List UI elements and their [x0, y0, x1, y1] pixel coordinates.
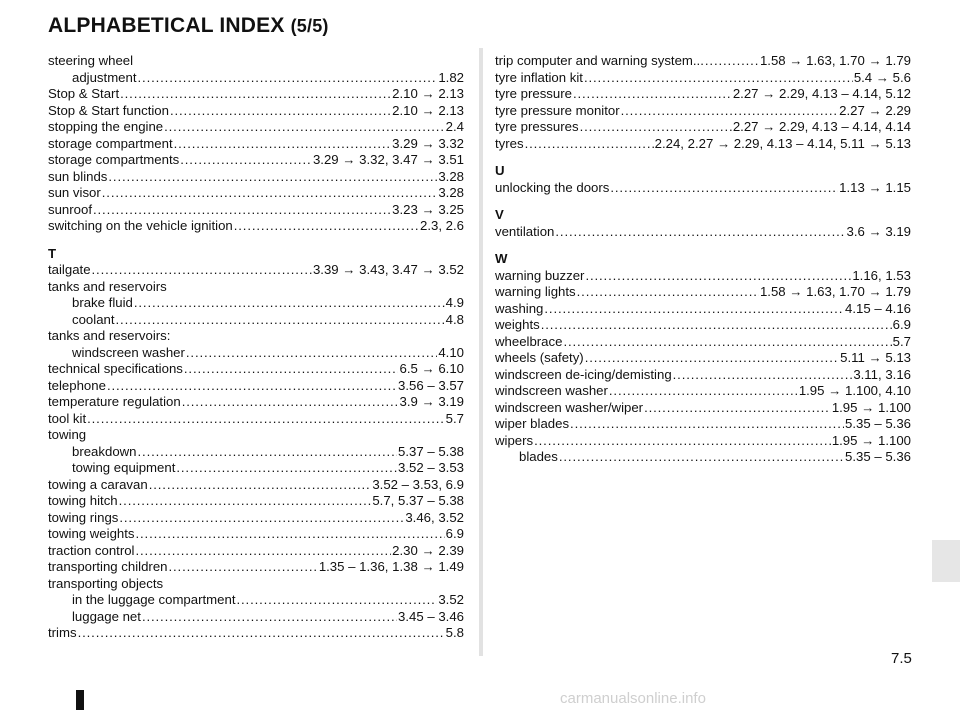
leader-dots — [136, 526, 445, 543]
index-entry — [48, 169, 464, 186]
leader-dots — [580, 119, 732, 136]
leader-dots — [136, 543, 392, 560]
entry-pages: 3.52 — [438, 592, 464, 607]
index-entry — [48, 493, 464, 510]
index-entry — [48, 136, 464, 153]
index-entry — [48, 262, 464, 279]
index-entry — [48, 202, 464, 219]
leader-dots — [644, 400, 831, 417]
entry-pages: 1.16, 1.53 — [852, 267, 911, 283]
entry-pages: 3.11, 3.16 — [853, 366, 911, 382]
entry-label: towing rings — [48, 509, 119, 525]
entry-pages: 2.4 — [445, 119, 464, 134]
entry-pages: 5.35 – 5.36 — [845, 449, 911, 464]
index-entry — [48, 609, 464, 626]
entry-pages: 5.8 — [445, 625, 464, 640]
index-entry — [495, 449, 911, 466]
leader-dots — [180, 152, 312, 169]
entry-label: coolant — [72, 311, 115, 327]
entry-pages: 5.7, 5.37 – 5.38 — [372, 493, 464, 508]
leader-dots — [525, 136, 654, 153]
index-heading: towing — [48, 427, 87, 442]
leader-dots — [169, 559, 318, 576]
crop-mark — [76, 690, 84, 710]
index-entry — [48, 444, 464, 461]
column-divider — [479, 48, 483, 656]
entry-label: towing equipment — [72, 460, 176, 475]
entry-label: wipers — [495, 432, 534, 448]
index-entry — [495, 53, 911, 70]
index-entry — [48, 185, 464, 202]
entry-label: stopping the engine — [48, 119, 164, 134]
index-entry — [495, 180, 911, 197]
leader-dots — [534, 433, 831, 450]
entry-label: sunroof — [48, 201, 92, 217]
index-entry — [495, 119, 911, 136]
entry-pages: 3.52 – 3.53 — [398, 460, 464, 475]
leader-dots — [563, 334, 891, 351]
entry-pages: 3.46, 3.52 — [405, 509, 464, 525]
entry-pages: 5.35 – 5.36 — [845, 416, 911, 431]
index-entry — [48, 559, 464, 576]
entry-label: telephone — [48, 377, 106, 393]
leader-dots — [559, 449, 844, 466]
index-entry — [48, 477, 464, 494]
index-entry — [48, 625, 464, 642]
entry-pages: 5.7 — [892, 333, 911, 349]
page-number: 7.5 — [891, 650, 912, 667]
entry-pages: 3.28 — [438, 168, 464, 184]
entry-label: switching on the vehicle ignition — [48, 218, 233, 233]
entry-pages: 1.95 → 1.100 — [831, 399, 911, 415]
entry-label: unlocking the doors — [495, 179, 610, 195]
entry-pages: 4.10 — [438, 344, 464, 360]
entry-label: storage compartment — [48, 135, 173, 151]
index-entry — [495, 284, 911, 301]
entry-pages: 4.15 – 4.16 — [845, 300, 911, 316]
index-entry — [495, 70, 911, 87]
index-entry — [48, 361, 464, 378]
leader-dots — [107, 378, 397, 395]
leader-dots — [116, 312, 445, 329]
entry-label: windscreen washer — [72, 344, 185, 360]
entry-label: trims — [48, 625, 77, 640]
entry-pages: 4.9 — [445, 295, 464, 310]
entry-label: tyre inflation kit — [495, 69, 583, 85]
index-entry — [48, 543, 464, 560]
index-entry — [495, 383, 911, 400]
leader-dots — [119, 493, 372, 510]
leader-dots — [577, 284, 759, 301]
index-entry — [48, 592, 464, 609]
entry-label: sun visor — [48, 185, 101, 200]
index-entry — [495, 367, 911, 384]
entry-label: in the luggage compartment — [72, 592, 236, 607]
leader-dots — [176, 460, 397, 477]
entry-pages: 5.7 — [445, 410, 464, 426]
entry-label: temperature regulation — [48, 394, 181, 409]
entry-pages: 5.4 → 5.6 — [853, 69, 911, 85]
index-entry — [495, 301, 911, 318]
index-part: (5/5) — [290, 16, 329, 36]
index-entry — [48, 411, 464, 428]
entry-label: transporting children — [48, 559, 168, 574]
entry-label: tyre pressures — [495, 119, 579, 134]
entry-pages: 5.11 → 5.13 — [840, 350, 911, 365]
entry-label: warning lights — [495, 284, 576, 299]
section-letter: T — [48, 245, 57, 261]
entry-pages: 3.28 — [438, 185, 464, 200]
leader-dots — [621, 103, 839, 120]
entry-label: sun blinds — [48, 168, 108, 184]
entry-label: tyre pressure — [495, 86, 572, 101]
entry-pages: 1.58 → 1.63, 1.70 → 1.79 — [759, 53, 911, 68]
leader-dots — [544, 301, 844, 318]
index-entry — [495, 433, 911, 450]
entry-pages: 1.35 – 1.36, 1.38 → 1.49 — [318, 559, 464, 574]
index-entry — [495, 416, 911, 433]
section-letter: W — [495, 251, 508, 266]
leader-dots — [108, 169, 437, 186]
entry-label: windscreen washer/wiper — [495, 399, 644, 415]
entry-label: towing hitch — [48, 493, 118, 508]
leader-dots — [610, 180, 838, 197]
index-entry — [495, 400, 911, 417]
leader-dots — [609, 383, 798, 400]
leader-dots — [236, 592, 437, 609]
leader-dots — [585, 268, 851, 285]
entry-label: wheelbrace — [495, 333, 563, 349]
entry-label: tailgate — [48, 262, 91, 277]
entry-label: towing a caravan — [48, 476, 148, 492]
leader-dots — [570, 416, 844, 433]
index-heading: steering wheel — [48, 53, 134, 68]
entry-label: Stop & Start — [48, 86, 120, 101]
leader-dots — [234, 218, 419, 235]
leader-dots — [573, 86, 732, 103]
entry-label: wiper blades — [495, 416, 570, 431]
entry-label: blades — [519, 449, 558, 464]
index-entry — [495, 317, 911, 334]
index-entry — [495, 334, 911, 351]
leader-dots — [93, 202, 391, 219]
leader-dots — [142, 609, 397, 626]
entry-label: towing weights — [48, 526, 135, 541]
entry-pages: 6.5 → 6.10 — [399, 361, 464, 376]
entry-label: Stop & Start function — [48, 102, 169, 118]
entry-pages: 2.30 → 2.39 — [392, 542, 464, 558]
leader-dots — [119, 510, 404, 527]
index-entry — [48, 86, 464, 103]
index-entry — [48, 295, 464, 312]
entry-pages: 3.45 – 3.46 — [398, 608, 464, 624]
leader-dots — [705, 53, 759, 70]
section-letter: U — [495, 163, 505, 178]
index-entry — [48, 103, 464, 120]
entry-pages: 6.9 — [892, 317, 911, 332]
entry-label: brake fluid — [72, 295, 133, 310]
entry-pages: 1.58 → 1.63, 1.70 → 1.79 — [759, 284, 911, 299]
entry-label: trip computer and warning system... — [495, 53, 704, 68]
entry-pages: 2.24, 2.27 → 2.29, 4.13 – 4.14, 5.11 → 5.13 — [654, 135, 911, 151]
entry-label: weights — [495, 317, 540, 332]
entry-pages: 2.10 → 2.13 — [392, 102, 464, 118]
index-column-right — [495, 53, 911, 466]
entry-label: windscreen washer — [495, 383, 608, 398]
entry-pages: 2.27 → 2.29 — [839, 102, 911, 118]
entry-pages: 1.13 → 1.15 — [839, 179, 911, 195]
entry-label: technical specifications — [48, 361, 183, 376]
index-entry — [495, 268, 911, 285]
entry-pages: 5.37 – 5.38 — [398, 443, 464, 459]
entry-pages: 3.56 – 3.57 — [398, 377, 464, 393]
entry-label: ventilation — [495, 223, 555, 239]
leader-dots — [584, 70, 853, 87]
entry-label: storage compartments — [48, 152, 180, 167]
index-title: ALPHABETICAL INDEX — [48, 14, 285, 37]
index-entry — [48, 394, 464, 411]
entry-pages: 6.9 — [445, 526, 464, 541]
entry-label: washing — [495, 300, 544, 316]
entry-label: wheels (safety) — [495, 350, 584, 365]
entry-label: tyre pressure monitor — [495, 102, 620, 118]
entry-label: tool kit — [48, 410, 87, 426]
entry-label: luggage net — [72, 608, 141, 624]
index-entry — [48, 510, 464, 527]
page-title — [48, 14, 329, 38]
entry-pages: 1.82 — [438, 69, 464, 85]
watermark: carmanualsonline.info — [560, 690, 706, 707]
entry-pages: 2.3, 2.6 — [420, 218, 464, 233]
index-heading: transporting objects — [48, 575, 164, 591]
entry-pages: 1.95 → 1.100, 4.10 — [798, 383, 911, 398]
entry-pages: 3.9 → 3.19 — [399, 394, 464, 409]
leader-dots — [174, 136, 392, 153]
index-entry — [48, 218, 464, 235]
index-heading: tanks and reservoirs — [48, 278, 167, 294]
entry-pages: 3.23 → 3.25 — [392, 201, 464, 217]
index-entry — [48, 378, 464, 395]
leader-dots — [102, 185, 438, 202]
leader-dots — [673, 367, 853, 384]
leader-dots — [78, 625, 445, 642]
index-entry — [495, 86, 911, 103]
entry-label: warning buzzer — [495, 267, 585, 283]
leader-dots — [541, 317, 892, 334]
entry-pages: 4.8 — [445, 311, 464, 327]
leader-dots — [164, 119, 445, 136]
index-entry — [48, 345, 464, 362]
leader-dots — [182, 394, 399, 411]
entry-pages: 2.27 → 2.29, 4.13 – 4.14, 4.14 — [732, 119, 911, 134]
leader-dots — [134, 295, 445, 312]
entry-label: adjustment — [72, 69, 137, 85]
entry-label: windscreen de-icing/demisting — [495, 366, 672, 382]
index-entry — [495, 224, 911, 241]
leader-dots — [120, 86, 391, 103]
index-entry — [495, 350, 911, 367]
entry-pages: 3.29 → 3.32 — [392, 135, 464, 151]
leader-dots — [149, 477, 372, 494]
entry-pages: 2.10 → 2.13 — [392, 86, 464, 101]
index-entry — [48, 70, 464, 87]
leader-dots — [170, 103, 391, 120]
entry-label: traction control — [48, 542, 135, 558]
leader-dots — [186, 345, 437, 362]
leader-dots — [138, 444, 397, 461]
leader-dots — [87, 411, 445, 428]
index-entry — [495, 136, 911, 153]
index-entry — [48, 460, 464, 477]
index-entry — [48, 119, 464, 136]
entry-pages: 2.27 → 2.29, 4.13 – 4.14, 5.12 — [732, 86, 911, 101]
entry-pages: 1.95 → 1.100 — [831, 432, 911, 448]
index-entry — [495, 103, 911, 120]
chapter-tab — [932, 540, 960, 582]
index-heading: tanks and reservoirs: — [48, 328, 171, 343]
entry-pages: 3.6 → 3.19 — [846, 223, 911, 239]
entry-label: breakdown — [72, 443, 137, 459]
index-entry — [48, 526, 464, 543]
entry-pages: 3.39 → 3.43, 3.47 → 3.52 — [312, 262, 464, 277]
entry-pages: 3.29 → 3.32, 3.47 → 3.51 — [312, 152, 464, 167]
leader-dots — [555, 224, 845, 241]
leader-dots — [184, 361, 399, 378]
entry-pages: 3.52 – 3.53, 6.9 — [372, 476, 464, 492]
section-letter: V — [495, 207, 504, 222]
index-entry — [48, 152, 464, 169]
leader-dots — [138, 70, 438, 87]
leader-dots — [92, 262, 312, 279]
index-column-left — [48, 53, 464, 642]
leader-dots — [585, 350, 839, 367]
entry-label: tyres — [495, 135, 524, 151]
index-entry — [48, 312, 464, 329]
